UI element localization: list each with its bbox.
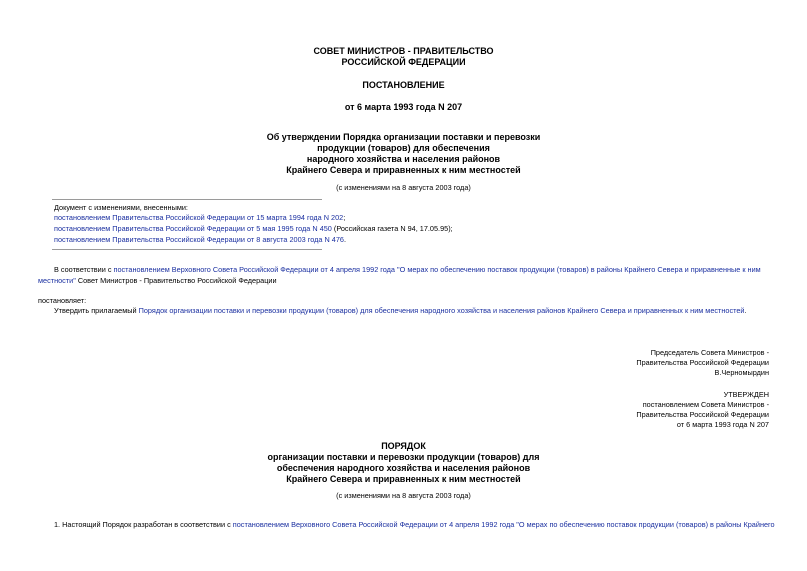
amendment-link[interactable]: постановлением Правительства Российской Федерации от 15 марта 1994 года N 202	[54, 213, 344, 222]
amendment-tail: .	[343, 235, 347, 244]
amendment-item	[54, 213, 345, 223]
order-title: ПОРЯДОК	[381, 441, 426, 451]
doc-title-line: Об утверждении Порядка организации поставки и перевозки	[266, 132, 541, 142]
doc-date-number: от 6 марта 1993 года N 207	[344, 102, 463, 112]
order-link[interactable]: Порядок организации поставки и перевозки продукции (товаров) для обеспечения народного хозяйства и населения районов Крайнего Севера и приравненных к ним местностей	[138, 306, 745, 315]
approve-prefix: Утвердить прилагаемый	[54, 306, 139, 315]
preamble-line1	[54, 265, 761, 275]
approved-line: от 6 марта 1993 года N 207	[676, 420, 769, 429]
amendment-item	[54, 224, 453, 234]
signature-line: Председатель Совета Министров -	[650, 348, 769, 357]
supreme-council-link[interactable]: постановлением Верховного Совета Российской Федерации от 4 апреля 1992 года "О мерах по обеспечению поставок продукции (товаров) в районы Крайнего Севера и приравненные к ним	[113, 265, 761, 274]
doc-type: ПОСТАНОВЛЕНИЕ	[362, 80, 445, 90]
point1-prefix: 1. Настоящий Порядок разработан в соответствии с	[54, 520, 233, 529]
divider	[52, 199, 322, 200]
org-name-line1: СОВЕТ МИНИСТРОВ - ПРАВИТЕЛЬСТВО	[313, 46, 494, 56]
preamble-line2	[38, 276, 277, 286]
resolves-label: постановляет:	[38, 296, 87, 305]
divider	[52, 249, 322, 250]
amendment-tail: (Российская газета N 94, 17.05.95);	[331, 224, 453, 233]
preamble-suffix: Совет Министров - Правительство Российской Федерации	[75, 276, 277, 285]
amendments-intro: Документ с изменениями, внесенными:	[54, 203, 188, 212]
doc-title-line: народного хозяйства и населения районов	[306, 154, 501, 164]
signature-line: Правительства Российской Федерации	[636, 358, 769, 367]
doc-title-line: продукции (товаров) для обеспечения	[317, 143, 490, 153]
amendment-link[interactable]: постановлением Правительства Российской Федерации от 5 мая 1995 года N 450	[54, 224, 332, 233]
approved-label: УТВЕРЖДЕН	[723, 390, 769, 399]
order-revision-note: (с изменениями на 8 августа 2003 года)	[336, 491, 471, 500]
approve-suffix: .	[744, 306, 747, 315]
signatory-name: В.Черномырдин	[714, 368, 769, 377]
order-title-line: Крайнего Севера и приравненных к ним местностей	[286, 474, 521, 484]
approve-paragraph	[54, 306, 747, 316]
approved-line: постановлением Совета Министров -	[642, 400, 769, 409]
org-name-line2: РОССИЙСКОЙ ФЕДЕРАЦИИ	[341, 57, 466, 67]
amendment-tail: ;	[343, 213, 346, 222]
amendment-item	[54, 235, 346, 245]
point1-link[interactable]: постановлением Верховного Совета Российской Федерации от 4 апреля 1992 года "О мерах по обеспечению поставок продукции (товаров) в районы Крайнего	[232, 520, 775, 529]
order-title-line: организации поставки и перевозки продукции (товаров) для	[267, 452, 540, 462]
revision-note: (с изменениями на 8 августа 2003 года)	[336, 183, 471, 192]
preamble-prefix: В соответствии с	[54, 265, 114, 274]
supreme-council-link-cont[interactable]: местности"	[38, 276, 76, 285]
order-title-line: обеспечения народного хозяйства и населения районов	[276, 463, 531, 473]
amendment-link[interactable]: постановлением Правительства Российской Федерации от 8 августа 2003 года N 476	[54, 235, 344, 244]
doc-title-line: Крайнего Севера и приравненных к ним местностей	[286, 165, 521, 175]
approved-line: Правительства Российской Федерации	[636, 410, 769, 419]
order-point-1	[54, 520, 775, 530]
